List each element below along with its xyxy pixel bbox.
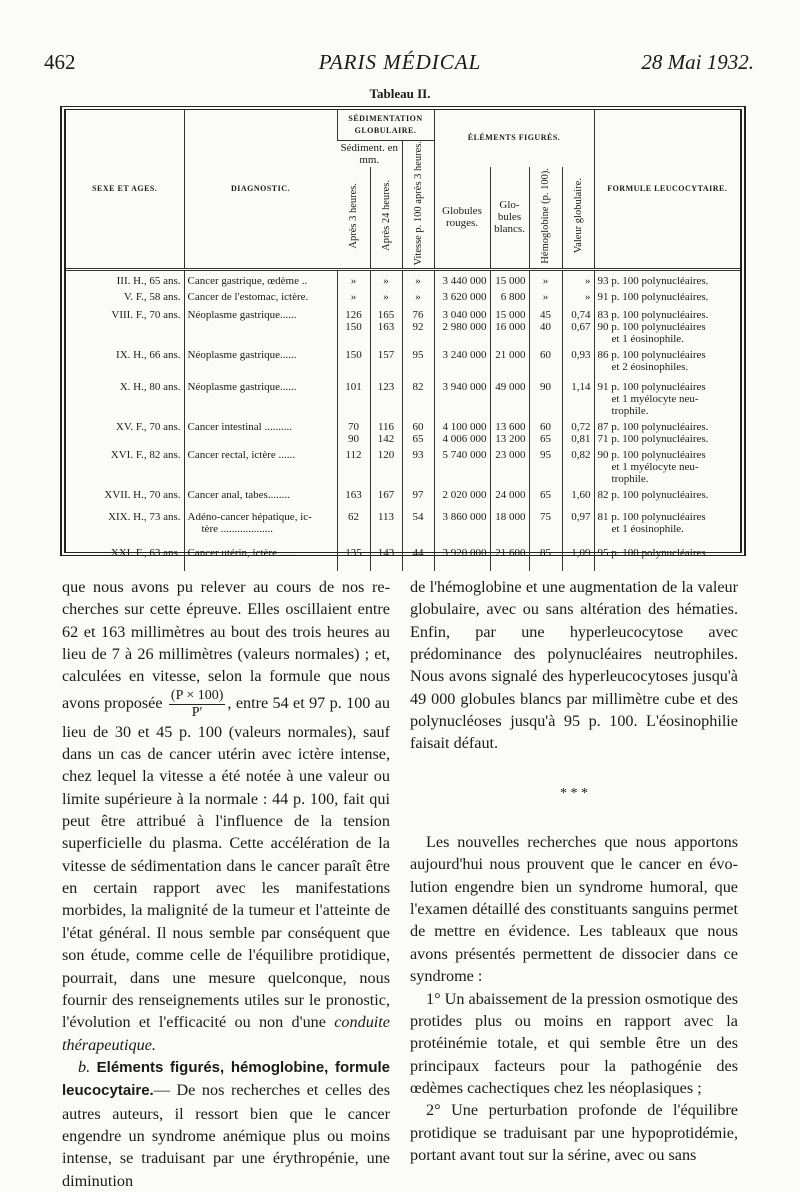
cell-sexe-age: X. H., 80 ans. xyxy=(119,381,181,394)
cell-hem xyxy=(529,377,562,417)
cell-line: Cancer intestinal .......... xyxy=(187,421,292,434)
cell-line: 3 440 000 xyxy=(442,274,487,287)
cell-line: » xyxy=(383,274,389,287)
cell-hem xyxy=(529,269,562,287)
header-sediment: Sédiment. en mm. xyxy=(337,140,402,167)
cell-line: et 1 éosinophile. xyxy=(611,523,684,536)
cell-line: 90 p. 100 polynucléaires xyxy=(597,321,706,334)
table-row xyxy=(66,305,740,345)
header-sexe: SEXE ET AGES. xyxy=(66,110,184,269)
cell-line: 3 620 000 xyxy=(442,291,487,304)
cell-val xyxy=(562,417,594,445)
table-row xyxy=(66,377,740,417)
cell-form xyxy=(594,377,740,417)
cell-line: 21 000 xyxy=(495,349,526,362)
cell-line: 4 006 000 xyxy=(442,433,487,446)
cell-ap3 xyxy=(337,305,370,345)
cell-line: » xyxy=(415,291,421,304)
cell-ap24 xyxy=(370,417,402,445)
cell-line: 157 xyxy=(377,349,395,362)
cell-line: 150 xyxy=(345,349,362,362)
cell-gb xyxy=(490,269,529,287)
journal-title: PARIS MÉDICAL xyxy=(318,50,482,74)
cell-line: 86 p. 100 polynucléaires xyxy=(597,349,706,362)
cell-line: 3 240 000 xyxy=(442,349,487,362)
cell-line: 83 p. 100 polynucléaires. xyxy=(597,309,709,322)
cell-line: 0,67 xyxy=(571,321,591,334)
cell-ap24 xyxy=(370,287,402,305)
cell-diag xyxy=(184,485,337,507)
cell-line: 24 000 xyxy=(495,489,526,502)
table-row xyxy=(66,543,740,571)
cell-form xyxy=(594,445,740,485)
table-row xyxy=(66,269,740,287)
cell-ap24 xyxy=(370,445,402,485)
cell-line: 71 p. 100 polynucléaires. xyxy=(597,433,709,446)
issue-date: 28 Mai 1932. xyxy=(641,50,754,74)
italic-text: conduite thérapeutique. xyxy=(62,1013,390,1054)
cell-ap3 xyxy=(337,417,370,445)
cell-sexe-age: XXI. F., 63 ans. xyxy=(110,547,181,560)
cell-gb xyxy=(490,345,529,377)
cell-line: et 1 éosinophile. xyxy=(611,333,684,346)
cell-line: 45 xyxy=(540,309,551,322)
cell-line: 167 xyxy=(377,489,395,502)
cell-line: 143 xyxy=(377,547,395,560)
cell-vit xyxy=(402,417,434,445)
cell-diag xyxy=(184,507,337,543)
cell-ap24 xyxy=(370,305,402,345)
table-row xyxy=(66,445,740,485)
cell-form xyxy=(594,543,740,571)
cell-line: 90 xyxy=(540,381,551,394)
cell-line: Adéno-cancer hépatique, ic- xyxy=(187,511,312,524)
formula-denominator: P′ xyxy=(191,704,203,720)
cell-line: 5 740 000 xyxy=(442,449,487,462)
cell-line: 3 940 000 xyxy=(442,381,487,394)
cell-line: » xyxy=(542,274,549,287)
cell-ap24 xyxy=(370,507,402,543)
cell-line: 6 800 xyxy=(500,291,526,304)
cell-line: Cancer anal, tabes........ xyxy=(187,489,290,502)
cell-line: 0,74 xyxy=(571,309,591,322)
header-globules-blancs: Glo- bules blancs. xyxy=(490,167,529,270)
cell-line: 91 p. 100 polynucléaires xyxy=(597,381,706,394)
cell-line: 123 xyxy=(377,381,395,394)
header-formule: FORMULE LEUCOCYTAIRE. xyxy=(594,110,740,269)
cell-line: 2 980 000 xyxy=(442,321,487,334)
cell-line: 65 xyxy=(540,433,551,446)
cell-line: 163 xyxy=(377,321,395,334)
cell-vit xyxy=(402,445,434,485)
cell-line: 116 xyxy=(377,421,395,434)
cell-line: 76 xyxy=(412,309,424,322)
table-title: Tableau II. xyxy=(369,86,431,101)
cell-line: tère ................... xyxy=(201,523,273,536)
cell-gr xyxy=(434,507,490,543)
cell-gb xyxy=(490,305,529,345)
cell-line: » xyxy=(542,291,549,304)
cell-line: 91 p. 100 polynucléaires. xyxy=(597,291,709,304)
page-number: 462 xyxy=(44,50,76,74)
cell-line: 3 920 000 xyxy=(442,547,487,560)
cell-ap24 xyxy=(370,543,402,571)
cell-line: et 2 éosinophiles. xyxy=(611,361,689,374)
header-diagnostic: DIAGNOSTIC. xyxy=(184,110,337,269)
cell-diag xyxy=(184,345,337,377)
cell-hem xyxy=(529,485,562,507)
section-label: b. xyxy=(78,1057,91,1076)
cell-line: trophile. xyxy=(611,405,649,418)
cell-hem xyxy=(529,543,562,571)
cell-diag xyxy=(184,305,337,345)
cell-line: 15 000 xyxy=(495,309,526,322)
cell-line: 135 xyxy=(345,547,362,560)
cell-sexe-age: XIX. H., 73 ans. xyxy=(108,511,181,524)
cell-line: 85 xyxy=(540,547,551,560)
cell-hem xyxy=(529,305,562,345)
header-sedimentation: SÉDIMENTATION GLOBULAIRE. xyxy=(337,110,434,140)
cell-gr xyxy=(434,269,490,287)
left-column xyxy=(62,576,390,1192)
cell-val xyxy=(562,287,594,305)
cell-line: Cancer utérin, ictère ...... xyxy=(187,547,297,560)
cell-hem xyxy=(529,445,562,485)
cell-hem xyxy=(529,507,562,543)
cell-line: 113 xyxy=(377,511,395,524)
cell-gr xyxy=(434,305,490,345)
cell-line: 1,14 xyxy=(571,381,591,394)
cell-line: 150 xyxy=(345,321,362,334)
cell-line: 0,97 xyxy=(571,511,591,524)
cell-line: 93 p. 100 polynucléaires. xyxy=(597,274,709,287)
table-row xyxy=(66,417,740,445)
cell-ap3 xyxy=(337,345,370,377)
header-vitesse: Vitesse p. 100 après 3 heures. xyxy=(412,140,424,265)
cell-line: » xyxy=(415,274,421,287)
header-globules-rouges: Globules rouges. xyxy=(434,167,490,270)
cell-ap3 xyxy=(337,377,370,417)
cell-form xyxy=(594,417,740,445)
cell-ap24 xyxy=(370,485,402,507)
text: que nous avons pu relever au cours de nos recherches sur cette épreuve. Elles oscillaient entre 62 et 163 millimètres au bout des trois heures au lieu de 7 à 26 millimètres (valeurs normales) ; et, calculées en vitesse, selon la formule que nous avons proposée xyxy=(62,578,390,712)
cell-line: » xyxy=(350,291,357,304)
cell-line: 97 xyxy=(412,489,424,502)
cell-ap3 xyxy=(337,507,370,543)
table-row xyxy=(66,507,740,543)
cell-val xyxy=(562,507,594,543)
cell-line: 2 020 000 xyxy=(442,489,487,502)
cell-form xyxy=(594,287,740,305)
cell-line: 75 xyxy=(540,511,551,524)
cell-gr xyxy=(434,417,490,445)
cell-line: trophile. xyxy=(611,473,649,486)
cell-line: 4 100 000 xyxy=(442,421,487,434)
cell-line: Cancer rectal, ictère ...... xyxy=(187,449,295,462)
cell-ap3 xyxy=(337,485,370,507)
cell-line: 62 xyxy=(348,511,359,524)
cell-line: Néoplasme gastrique...... xyxy=(187,349,297,362)
cell-line: 1,09 xyxy=(571,547,591,560)
cell-line: 90 xyxy=(348,433,359,446)
cell-gr xyxy=(434,287,490,305)
cell-gr xyxy=(434,485,490,507)
cell-line: 0,93 xyxy=(571,349,591,362)
text: — De nos recherches et celles des autres auteurs, il ressort bien que le cancer engendre un syndrome anémique plus ou moins intense, se traduisant par une érythropénie, une diminution xyxy=(62,1081,390,1190)
cell-line: 165 xyxy=(377,309,395,322)
cell-ap24 xyxy=(370,345,402,377)
cell-diag xyxy=(184,417,337,445)
cell-sexe-age: XV. F., 70 ans. xyxy=(115,421,181,434)
cell-line: » xyxy=(350,274,357,287)
cell-line: 120 xyxy=(377,449,395,462)
cell-sexe-age: XVI. F., 82 ans. xyxy=(110,449,181,462)
cell-line: 54 xyxy=(412,511,424,524)
cell-line: 0,81 xyxy=(571,433,591,446)
cell-form xyxy=(594,269,740,287)
table-row xyxy=(66,345,740,377)
cell-line: 13 600 xyxy=(495,421,526,434)
cell-gb xyxy=(490,287,529,305)
cell-line: » xyxy=(585,291,591,304)
cell-vit xyxy=(402,485,434,507)
cell-val xyxy=(562,345,594,377)
cell-ap24 xyxy=(370,377,402,417)
cell-line: 23 000 xyxy=(495,449,526,462)
cell-line: 101 xyxy=(345,381,362,394)
cell-ap3 xyxy=(337,287,370,305)
cell-form xyxy=(594,485,740,507)
cell-vit xyxy=(402,507,434,543)
cell-line: 142 xyxy=(377,433,395,446)
section-heading: Eléments figurés, hémoglobine, formule leucocytaire. xyxy=(62,1058,390,1100)
cell-line: 60 xyxy=(540,349,551,362)
cell-vit xyxy=(402,345,434,377)
cell-ap24 xyxy=(370,269,402,287)
cell-hem xyxy=(529,345,562,377)
cell-line: 95 xyxy=(540,449,551,462)
table-row xyxy=(66,485,740,507)
cell-line: 92 xyxy=(412,321,424,334)
cell-line: 16 000 xyxy=(495,321,526,334)
cell-gr xyxy=(434,377,490,417)
cell-val xyxy=(562,377,594,417)
cell-ap3 xyxy=(337,269,370,287)
cell-line: 3 860 000 xyxy=(442,511,487,524)
cell-val xyxy=(562,485,594,507)
cell-val xyxy=(562,305,594,345)
cell-line: Cancer gastrique, œdème .. xyxy=(187,274,308,287)
cell-val xyxy=(562,269,594,287)
cell-val xyxy=(562,445,594,485)
cell-line: 82 p. 100 polynucléaires. xyxy=(597,489,709,502)
cell-line: et 1 myélocyte neu- xyxy=(611,393,699,406)
cell-vit xyxy=(402,287,434,305)
cell-line: 81 p. 100 polynucléaires xyxy=(597,511,706,524)
cell-vit xyxy=(402,543,434,571)
cell-line: 21 600 xyxy=(495,547,526,560)
cell-hem xyxy=(529,417,562,445)
cell-sexe-age: IX. H., 66 ans. xyxy=(116,349,181,362)
cell-line: 0,72 xyxy=(571,421,591,434)
cell-gr xyxy=(434,445,490,485)
cell-hem xyxy=(529,287,562,305)
formula xyxy=(169,688,226,721)
cell-line: 60 xyxy=(540,421,551,434)
cell-line: 65 xyxy=(412,433,424,446)
header-hemoglobine: Hémoglobine (p. 100). xyxy=(540,167,551,264)
cell-line: 95 p. 100 polynucléaires xyxy=(597,547,706,560)
cell-line: 90 p. 100 polynucléaires xyxy=(597,449,706,462)
cell-diag xyxy=(184,445,337,485)
section-separator: * * * xyxy=(560,785,588,801)
paragraph: de l'hémoglobine et une augmentation de la valeur globulaire, avec ou sans altération des hématies. Enfin, par une hyperleucocytose avec prédominance des polynucléaires neutrophiles. Nous avons signalé des hyperleucocytoses jusqu'à 49 000 globules blancs par millimètre cube et des polynucléoses jusqu'à 95 p. 100. L'éosinophilie faisait défaut. xyxy=(410,578,738,753)
cell-line: 163 xyxy=(345,489,362,502)
cell-line: 112 xyxy=(345,449,362,462)
cell-gb xyxy=(490,417,529,445)
table-body xyxy=(66,269,740,571)
table-row xyxy=(66,287,740,305)
cell-line: 44 xyxy=(412,547,424,560)
cell-line: 60 xyxy=(412,421,424,434)
cell-vit xyxy=(402,305,434,345)
cell-line: 82 xyxy=(412,381,424,394)
cell-gb xyxy=(490,507,529,543)
cell-line: 95 xyxy=(412,349,424,362)
cell-ap3 xyxy=(337,445,370,485)
cell-form xyxy=(594,345,740,377)
cell-line: Néoplasme gastrique...... xyxy=(187,309,297,322)
cell-diag xyxy=(184,543,337,571)
cell-line: 49 000 xyxy=(495,381,526,394)
cell-line: Cancer de l'estomac, ictère. xyxy=(187,291,309,304)
header-apres-24h: Après 24 heures. xyxy=(380,180,392,252)
cell-line: 87 p. 100 polynucléaires. xyxy=(597,421,709,434)
cell-line: 0,82 xyxy=(571,449,591,462)
cell-val xyxy=(562,543,594,571)
cell-line: 1,60 xyxy=(571,489,591,502)
text: , entre 54 et 97 p. 100 au lieu de 30 et 45 p. 100 (valeurs normales), sauf dans un cas de cancer utérin avec ictère intense, chez lequel la vitesse a été notée à une valeur ou limite supérieure à la normale : 44 p. 100, fait qui peut être attribué à l'influence de la tension superficielle du plasma. Cette accélération de la vitesse de sédimentation dans le cancer paraît être en certain rapport avec les manifestations morbides, la malignité de la tumeur et l'atteinte de l'état général. Il nous semble par conséquent que son étude, comme celle de l'équilibre protidique, pourrait, dans une mesure quelconque, nous fournir des renseignements utiles sur le pronostic, l'évolution et l'efficacité ou non d'une xyxy=(62,693,391,1032)
cell-line: 15 000 xyxy=(495,274,526,287)
data-table xyxy=(60,106,746,560)
paragraph xyxy=(62,576,390,1056)
cell-line: » xyxy=(383,291,389,304)
paragraph: 1° Un abaissement de la pression osmotique des protides plus ou moins en rapport avec la protéinémie totale, et qui semble être un des principaux facteurs pour la pathogénie des œdèmes cachectiques chez les néoplasiques ; xyxy=(410,989,738,1097)
cell-sexe-age: VIII. F., 70 ans. xyxy=(111,309,181,322)
cell-sexe-age: XVII. H., 70 ans. xyxy=(104,489,181,502)
cell-vit xyxy=(402,377,434,417)
cell-line: 70 xyxy=(348,421,359,434)
cell-line: » xyxy=(585,274,591,287)
header-apres-3h: Après 3 heures. xyxy=(347,183,359,249)
cell-gr xyxy=(434,345,490,377)
cell-gb xyxy=(490,377,529,417)
cell-gr xyxy=(434,543,490,571)
cell-line: 40 xyxy=(540,321,551,334)
paragraph xyxy=(62,1056,390,1192)
header-elements: ÉLÉMENTS FIGURÉS. xyxy=(434,110,594,167)
cell-vit xyxy=(402,269,434,287)
paragraph: Les nouvelles recherches que nous apportons aujourd'hui nous prouvent que le cancer en évolution engendre bien un syndrome humoral, que l'examen détaillé des constituants sanguins permet de mettre en évidence. Les tableaux que nous avons présentés permettent de dissocier dans ce syndrome : xyxy=(410,833,738,986)
cell-gb xyxy=(490,485,529,507)
cell-diag xyxy=(184,287,337,305)
cell-gb xyxy=(490,543,529,571)
cell-form xyxy=(594,507,740,543)
paragraph: 2° Une perturbation profonde de l'équilibre protidique se traduisant par une hypoprotidémie, portant avant tout sur la sérine, avec ou sans xyxy=(410,1101,738,1164)
cell-ap3 xyxy=(337,543,370,571)
cell-line: 126 xyxy=(345,309,362,322)
formula-numerator: (P × 100) xyxy=(170,687,224,703)
cell-diag xyxy=(184,269,337,287)
cell-line: 18 000 xyxy=(495,511,526,524)
right-column xyxy=(410,576,738,1166)
cell-gb xyxy=(490,445,529,485)
cell-diag xyxy=(184,377,337,417)
cell-line: Néoplasme gastrique...... xyxy=(187,381,297,394)
cell-line: 3 040 000 xyxy=(442,309,487,322)
header-valeur-globulaire: Valeur globulaire. xyxy=(572,178,584,254)
cell-line: 13 200 xyxy=(495,433,526,446)
cell-form xyxy=(594,305,740,345)
cell-sexe-age: III. H., 65 ans. xyxy=(116,274,181,287)
cell-line: et 1 myélocyte neu- xyxy=(611,461,699,474)
cell-line: 65 xyxy=(540,489,551,502)
cell-line: 93 xyxy=(412,449,424,462)
cell-sexe-age: V. F., 58 ans. xyxy=(123,291,181,304)
